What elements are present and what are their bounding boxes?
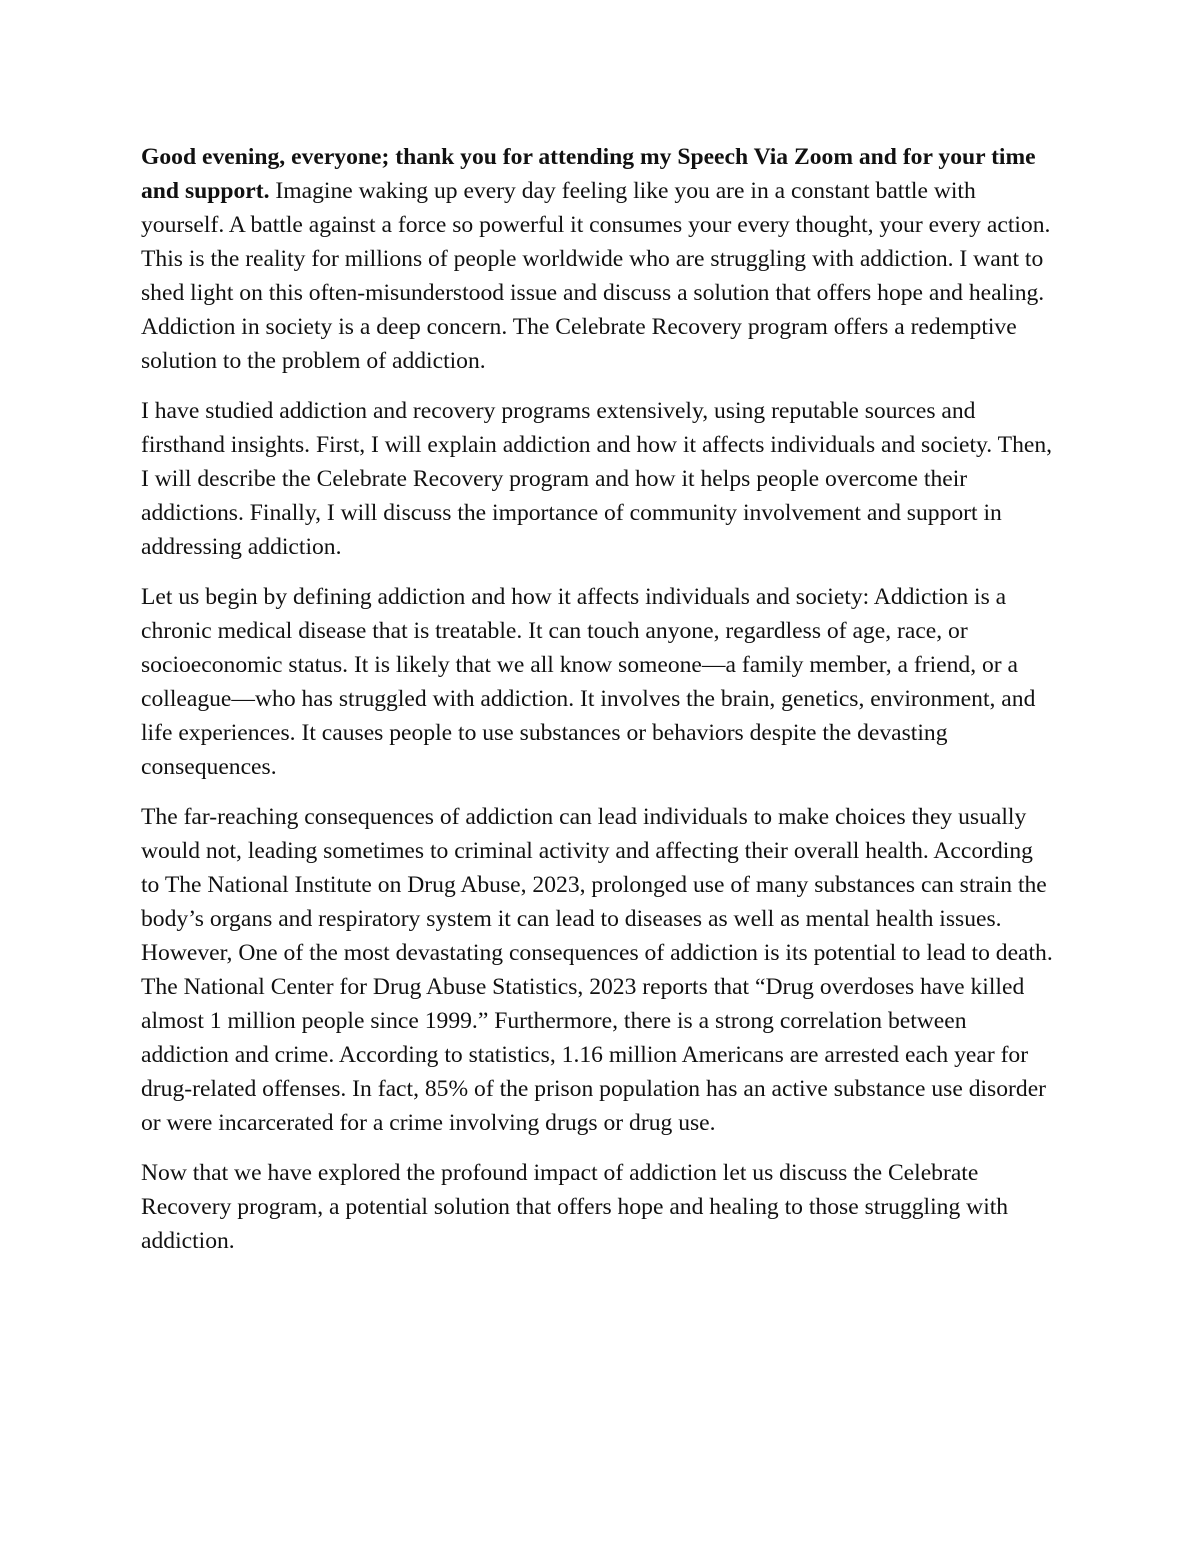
- paragraph-2: I have studied addiction and recovery programs extensively, using reputable sources and firsthand insights. First, I will explain addiction and how it affects individuals and society. Then, I will describe the Celebrate Recovery program and how it helps people overcome their addictions. Finally, I will discuss the importance of community involvement and support in addressing addiction.: [141, 398, 1053, 560]
- paragraph-1: [141, 140, 1056, 378]
- paragraph-1-bold-lead: Good evening, everyone; thank you for attending my Speech Via Zoom and for your time and support.: [141, 144, 1036, 204]
- paragraph-3: Let us begin by defining addiction and how it affects individuals and society: Addiction is a chronic medical disease that is treatable. It can touch anyone, regardless of age, race, or socioeconomic status. It is likely that we all know someone—a family member, a friend, or a colleague—who has struggled with addiction. It involves the brain, genetics, environment, and life experiences. It causes people to use substances or behaviors despite the devasting consequences.: [141, 584, 1036, 780]
- paragraph-4: The far-reaching consequences of addiction can lead individuals to make choices they usually would not, leading sometimes to criminal activity and affecting their overall health. According to The National Institute on Drug Abuse, 2023, prolonged use of many substances can strain the body’s organs and respiratory system it can lead to diseases as well as mental health issues. However, One of the most devastating consequences of addiction is its potential to lead to death. The National Center for Drug Abuse Statistics, 2023 reports that “Drug overdoses have killed almost 1 million people since 1999.” Furthermore, there is a strong correlation between addiction and crime. According to statistics, 1.16 million Americans are arrested each year for drug-related offenses. In fact, 85% of the prison population has an active substance use disorder or were incarcerated for a crime involving drugs or drug use.: [141, 804, 1053, 1136]
- document-body: [141, 140, 1056, 1274]
- paragraph-5: Now that we have explored the profound impact of addiction let us discuss the Celebrate Recovery program, a potential solution that offers hope and healing to those struggling with addiction.: [141, 1160, 1009, 1254]
- paragraph-1-text: Imagine waking up every day feeling like you are in a constant battle with yourself. A battle against a force so powerful it consumes your every thought, your every action. This is the reality for millions of people worldwide who are struggling with addiction. I want to shed light on this often-misunderstood issue and discuss a solution that offers hope and healing. Addiction in society is a deep concern. The Celebrate Recovery program offers a redemptive solution to the problem of addiction.: [141, 178, 1051, 374]
